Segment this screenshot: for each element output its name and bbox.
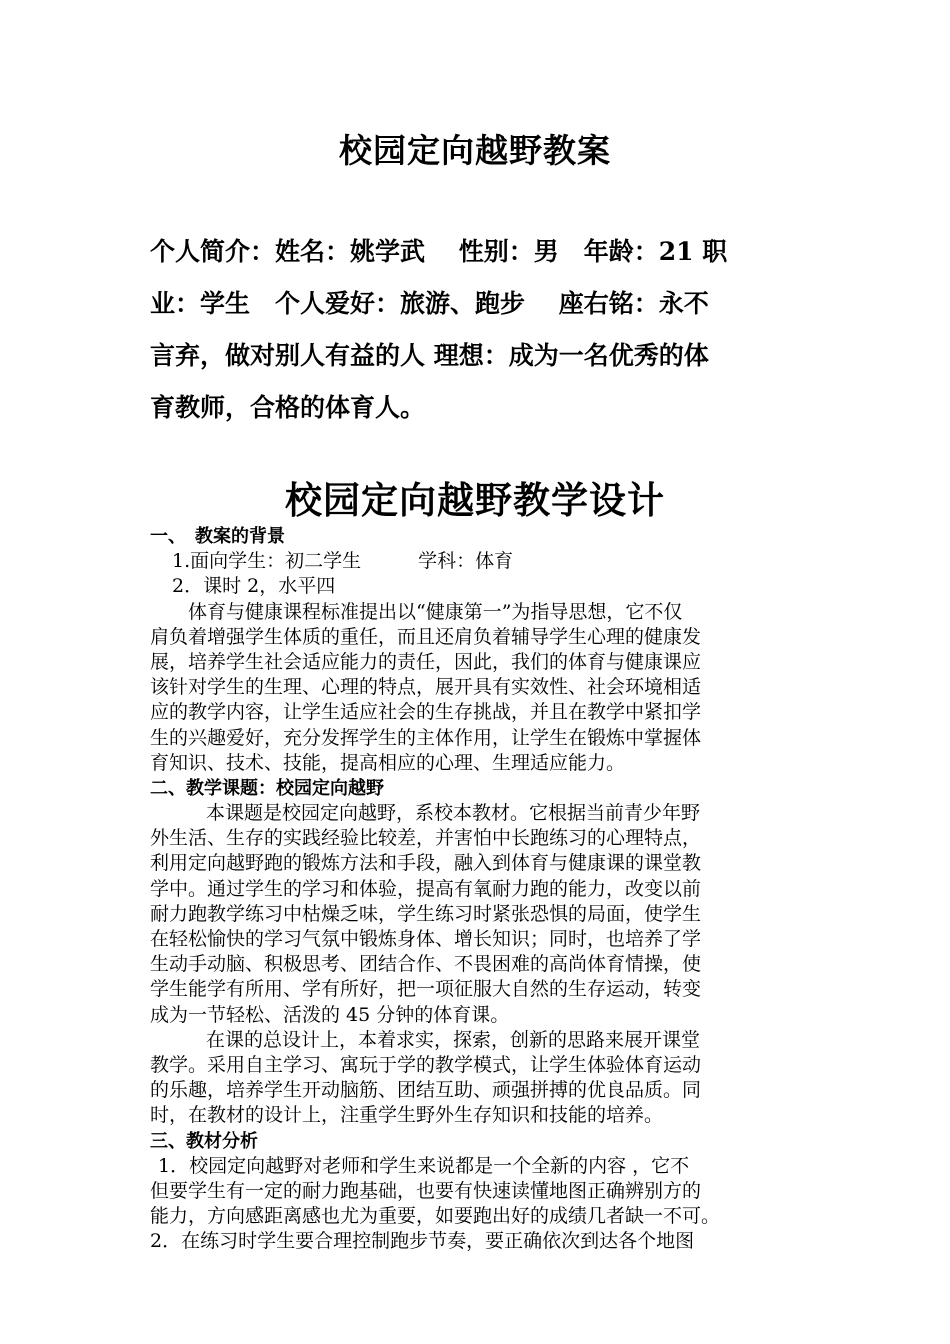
body-line: 但要学生有一定的耐力跑基础，也要有快速读懂地图正确辨别方的 [150,1179,702,1202]
document-title: 校园定向越野教案 [339,131,611,170]
body-line: 本课题是校园定向越野，系校本教材。它根据当前青少年野 [206,802,701,825]
personal-intro [150,226,802,434]
body-line: 耐力跑教学练习中枯燥乏味，学生练习时紧张恐惧的局面，使学生 [150,902,702,925]
body-line: 学生能学有所用、学有所好，把一项征服大自然的生存运动，转变 [150,978,702,1001]
body-line: 时，在教材的设计上，注重学生野外生存知识和技能的培养。 [150,1104,664,1127]
intro-line: 个人简介：姓名：姚学武 性别：男 年龄：21 职 [150,237,728,266]
body-line: 应的教学内容，让学生适应社会的生存挑战，并且在教学中紧扣学 [150,701,702,724]
section-heading: 三、教材分析 [150,1130,258,1152]
body-line: 1.面向学生：初二学生 学科：体育 [172,550,514,573]
intro-line: 言弃，做对别人有益的人 理想：成为一名优秀的体 [150,341,709,370]
section-heading: 二、教学课题：校园定向越野 [150,777,384,799]
intro-line: 业：学生 个人爱好：旅游、跑步 座右铭：永不 [150,289,709,318]
body-line: 教学。采用自主学习、寓玩于学的教学模式，让学生体验体育运动 [150,1053,702,1076]
body-line: 利用定向越野跑的锻炼方法和手段，融入到体育与健康课的课堂教 [150,852,702,875]
body-line: 在课的总设计上，本着求实，探索，创新的思路来展开课堂 [206,1028,701,1051]
body-line: 生的兴趣爱好，充分发挥学生的主体作用，让学生在锻炼中掌握体 [150,726,702,749]
body-line: 该针对学生的生理、心理的特点，展开具有实效性、社会环境相适 [150,676,702,699]
body-line: 展，培养学生社会适应能力的责任，因此，我们的体育与健康课应 [150,650,702,673]
body-line: 外生活、生存的实践经验比较差，并害怕中长跑练习的心理特点， [150,827,702,850]
body-line: 在轻松愉快的学习气氛中锻炼身体、增长知识；同时，也培养了学 [150,928,702,950]
body-line: 的乐趣，培养学生开动脑筋、团结互助、顽强拼搏的优良品质。同 [150,1079,702,1102]
body-text [150,524,815,1254]
body-line: 能力，方向感距离感也尤为重要，如要跑出好的成绩几者缺一不可。 [150,1205,721,1228]
body-line: 肩负着增强学生体质的重任，而且还肩负着辅导学生心理的健康发 [150,625,702,648]
body-line: 2．在练习时学生要合理控制跑步节奏，要正确依次到达各个地图 [150,1230,695,1253]
body-line: 成为一节轻松、活泼的 45 分钟的体育课。 [150,1003,510,1026]
body-line: 生动手动脑、积极思考、团结合作、不畏困难的高尚体育情操，使 [150,953,702,976]
body-line: 1．校园定向越野对老师和学生来说都是一个全新的内容 ，它不 [158,1154,690,1177]
design-title: 校园定向越野教学设计 [285,478,665,522]
section-heading: 一、 教案的背景 [150,526,285,547]
intro-line: 育教师，合格的体育人。 [150,393,426,422]
body-line: 2．课时 2，水平四 [172,575,336,598]
body-line: 体育与健康课程标准提出以“健康第一”为指导思想，它不仅 [188,600,683,623]
body-line: 学中。通过学生的学习和体验，提高有氧耐力跑的能力，改变以前 [150,877,702,900]
body-line: 育知识、技术、技能，提高相应的心理、生理适应能力。 [150,751,626,774]
